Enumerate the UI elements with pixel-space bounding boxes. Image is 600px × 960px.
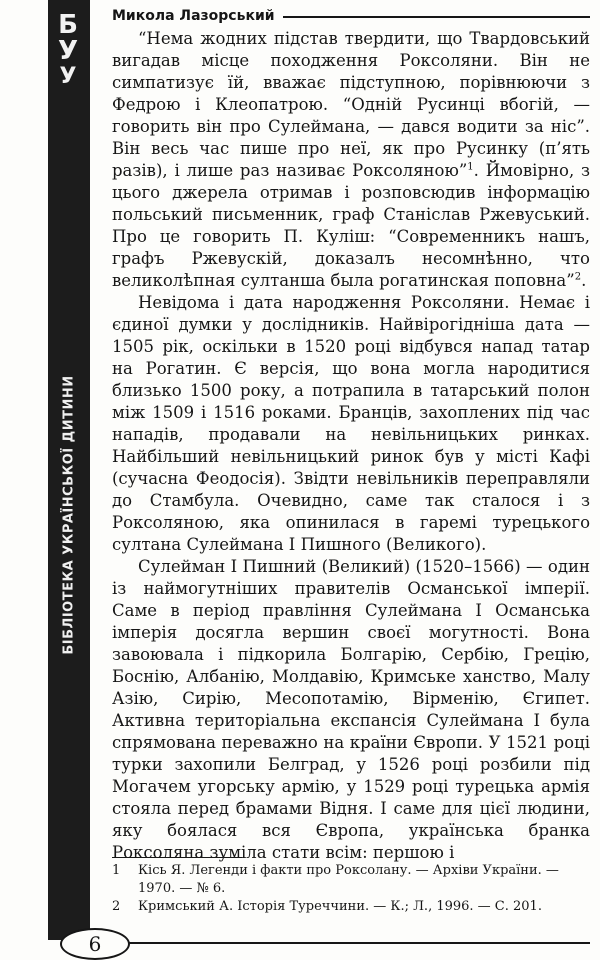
footnote-number: 2 bbox=[112, 899, 121, 914]
author-name: Микола Лазорський bbox=[112, 8, 275, 24]
footnote-text-continued: 1970. — № 6. bbox=[138, 881, 226, 896]
paragraph bbox=[112, 556, 590, 864]
series-title-band bbox=[51, 100, 87, 930]
logo-letter: У bbox=[57, 36, 79, 66]
logo-letter: Б bbox=[58, 10, 78, 40]
paragraph-text: “Нема жодних підстав твердити, що Твардовський вигадав місце походження Роксоляни. Він не симпатизує їй, вважає підступною, порівнюючи з Федрою і Клеопатрою. “Одній Русинці вбогій, — говорить він про Сулеймана, — дався водити за ніс”. Він весь час пише про неї, як про Русинку (п’ять разів), і лише раз називає Роксоляною” bbox=[112, 29, 590, 180]
bottom-rule bbox=[128, 942, 590, 944]
header-rule bbox=[283, 16, 590, 18]
series-sidebar bbox=[48, 0, 90, 940]
publisher-logo bbox=[50, 8, 88, 90]
paragraph bbox=[112, 28, 590, 292]
paragraph-text: . Ймовірно, з цього джерела отримав і розповсюдив інформацію польський письменник, граф Станіслав Ржевуський. Про це говорить П. Куліш: “Современникъ нашъ, графъ Ржевускій, доказалъ несомнѣнно, что великолѣпная султанша была рогатинская поповна” bbox=[112, 161, 590, 290]
page-number: 6 bbox=[60, 928, 130, 960]
logo-letter: У bbox=[59, 64, 77, 89]
footnote-text: Кримський А. Історія Туреччини. — К.; Л., 1996. — С. 201. bbox=[138, 899, 542, 914]
paragraph bbox=[112, 292, 590, 556]
footnotes bbox=[112, 862, 590, 916]
paragraph-text: . bbox=[581, 271, 587, 290]
running-header bbox=[112, 6, 590, 26]
footnote-ref: 2 bbox=[574, 271, 582, 283]
footnote-ref: 1 bbox=[467, 161, 474, 173]
body-text bbox=[112, 28, 590, 864]
footnote bbox=[112, 898, 590, 916]
series-title: БІБЛІОТЕКА УКРАЇНСЬКОЇ ДИТИНИ bbox=[61, 375, 77, 655]
footnote-text: Кісь Я. Легенди і факти про Роксолану. — Архіви України. — bbox=[138, 863, 559, 878]
paragraph-text: Сулейман І Пишний (Великий) (1520–1566) — один із наймогутніших правителів Османської імперії. Саме в період правління Сулеймана І Османська імперія досягла вершин своєї могутності. Вона завоювала і підкорила Болгарію, Сербію, Грецію, Боснію, Албанію, Молдавію, Кримське ханство, Малу Азію, Сирію, Месопотамію, Вірменію, Єгипет. Активна територіальна експансія Сулеймана І була спрямована переважно на країни Європи. У 1521 році турки захопили Белград, у 1526 році розбили під Могачем угорську армію, у 1529 році турецька армія стояла перед брамами Відня. І саме для цієї людини, яку боялася вся Європа, українська бранка Роксоляна зуміла стати всім: першою і bbox=[112, 557, 590, 862]
paragraph-text: Невідома і дата народження Роксоляни. Немає і єдиної думки у дослідників. Найвірогідніша дата — 1505 рік, оскільки в 1520 році відбувся напад татар на Рогатин. Є версія, що вона могла народитися близько 1500 року, а потрапила в татарський полон між 1509 і 1516 роками. Бранців, захоплених під час нападів, продавали на невільницьких ринках. Найбільший невільницький ринок був у місті Кафі (сучасна Феодосія). Звідти невільників переправляли до Стамбула. Очевидно, саме так сталося і з Роксоляною, яка опинилася в гаремі турецького султана Сулеймана І Пишного (Великого). bbox=[112, 293, 590, 554]
footnote bbox=[112, 862, 590, 880]
footnote-number: 1 bbox=[112, 863, 121, 878]
footnote-rule bbox=[112, 857, 242, 858]
